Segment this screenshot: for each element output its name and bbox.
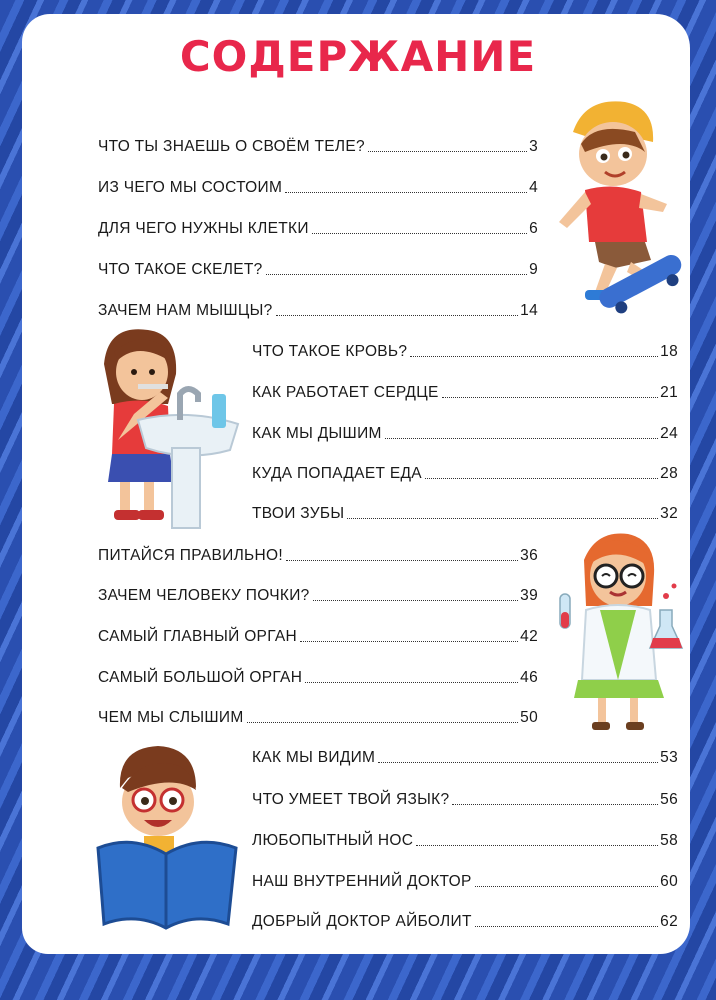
toc-item-page: 60	[660, 873, 678, 890]
leader-dots	[385, 438, 658, 439]
toc-item[interactable]	[252, 382, 678, 402]
boy-skateboard-illustration	[555, 92, 685, 317]
leader-dots	[410, 356, 658, 357]
toc-item-label: ДОБРЫЙ ДОКТОР АЙБОЛИТ	[252, 913, 472, 930]
toc-item-label: ТВОИ ЗУБЫ	[252, 505, 345, 522]
toc-item-page: 56	[660, 791, 678, 808]
toc-item-label: ЧТО УМЕЕТ ТВОЙ ЯЗЫК?	[252, 791, 450, 808]
toc-item-label: ЧТО ТАКОЕ СКЕЛЕТ?	[98, 261, 263, 278]
leader-dots	[266, 274, 528, 275]
toc-item-label: САМЫЙ БОЛЬШОЙ ОРГАН	[98, 669, 303, 686]
toc-item-page: 14	[520, 302, 538, 319]
leader-dots	[368, 151, 527, 152]
toc-item-label: ПИТАЙСЯ ПРАВИЛЬНО!	[98, 547, 283, 564]
toc-item-label: ДЛЯ ЧЕГО НУЖНЫ КЛЕТКИ	[98, 220, 309, 237]
leader-dots	[378, 762, 658, 763]
toc-item-page: 24	[660, 425, 678, 442]
leader-dots	[312, 233, 527, 234]
toc-item[interactable]	[98, 218, 538, 238]
toc-item[interactable]	[252, 463, 678, 483]
toc-item-page: 58	[660, 832, 678, 849]
toc-item-label: КУДА ПОПАДАЕТ ЕДА	[252, 465, 422, 482]
toc-item[interactable]	[252, 747, 678, 767]
toc-item[interactable]	[252, 503, 678, 523]
toc-item-page: 46	[520, 669, 538, 686]
toc-item[interactable]	[98, 177, 538, 197]
toc-item[interactable]	[98, 585, 538, 605]
toc-item[interactable]	[98, 136, 538, 156]
toc-item-page: 42	[520, 628, 538, 645]
toc-item-page: 18	[660, 343, 678, 360]
toc-item-label: САМЫЙ ГЛАВНЫЙ ОРГАН	[98, 628, 297, 645]
toc-item-label: ЧТО ТЫ ЗНАЕШЬ О СВОЁМ ТЕЛЕ?	[98, 138, 365, 155]
toc-item[interactable]	[98, 626, 538, 646]
toc-item[interactable]	[98, 707, 538, 727]
leader-dots	[452, 804, 658, 805]
page-title: СОДЕРЖАНИЕ	[179, 32, 537, 81]
leader-dots	[300, 641, 518, 642]
leader-dots	[442, 397, 659, 398]
toc-item[interactable]	[98, 667, 538, 687]
leader-dots	[305, 682, 518, 683]
toc-item[interactable]	[98, 545, 538, 565]
leader-dots	[313, 600, 519, 601]
leader-dots	[475, 886, 659, 887]
toc-item-page: 9	[529, 261, 538, 278]
toc-item-page: 6	[529, 220, 538, 237]
toc-item-label: КАК МЫ ВИДИМ	[252, 749, 376, 766]
toc-item-label: ЗАЧЕМ НАМ МЫШЦЫ?	[98, 302, 273, 319]
toc-item-label: ЗАЧЕМ ЧЕЛОВЕКУ ПОЧКИ?	[98, 587, 310, 604]
toc-item-label: ЧТО ТАКОЕ КРОВЬ?	[252, 343, 408, 360]
toc-item-label: КАК РАБОТАЕТ СЕРДЦЕ	[252, 384, 439, 401]
toc-item-page: 39	[520, 587, 538, 604]
toc-item-label: ЧЕМ МЫ СЛЫШИМ	[98, 709, 244, 726]
toc-item[interactable]	[98, 300, 538, 320]
toc-item[interactable]	[252, 341, 678, 361]
toc-item-page: 53	[660, 749, 678, 766]
leader-dots	[286, 560, 518, 561]
leader-dots	[276, 315, 519, 316]
toc-item-page: 3	[529, 138, 538, 155]
toc-item[interactable]	[252, 423, 678, 443]
toc-item-label: КАК МЫ ДЫШИМ	[252, 425, 382, 442]
leader-dots	[347, 518, 658, 519]
leader-dots	[425, 478, 658, 479]
toc-item-page: 32	[660, 505, 678, 522]
leader-dots	[285, 192, 527, 193]
toc-item[interactable]	[252, 789, 678, 809]
toc-item[interactable]	[252, 871, 678, 891]
toc-item-page: 4	[529, 179, 538, 196]
leader-dots	[416, 845, 658, 846]
toc-item-label: ЛЮБОПЫТНЫЙ НОС	[252, 832, 414, 849]
girl-brushing-teeth-illustration	[98, 324, 240, 534]
leader-dots	[475, 926, 658, 927]
toc-item-page: 28	[660, 465, 678, 482]
toc-item-page: 21	[660, 384, 678, 401]
toc-item-label: ИЗ ЧЕГО МЫ СОСТОИМ	[98, 179, 283, 196]
toc-item-page: 50	[520, 709, 538, 726]
toc-item[interactable]	[252, 830, 678, 850]
toc-item-page: 62	[660, 913, 678, 930]
toc-item[interactable]	[98, 259, 538, 279]
leader-dots	[247, 722, 519, 723]
boy-reading-book-illustration	[92, 738, 242, 938]
toc-item-label: НАШ ВНУТРЕННИЙ ДОКТОР	[252, 873, 472, 890]
toc-item-page: 36	[520, 547, 538, 564]
toc-item[interactable]	[252, 911, 678, 931]
girl-scientist-illustration	[556, 530, 688, 736]
